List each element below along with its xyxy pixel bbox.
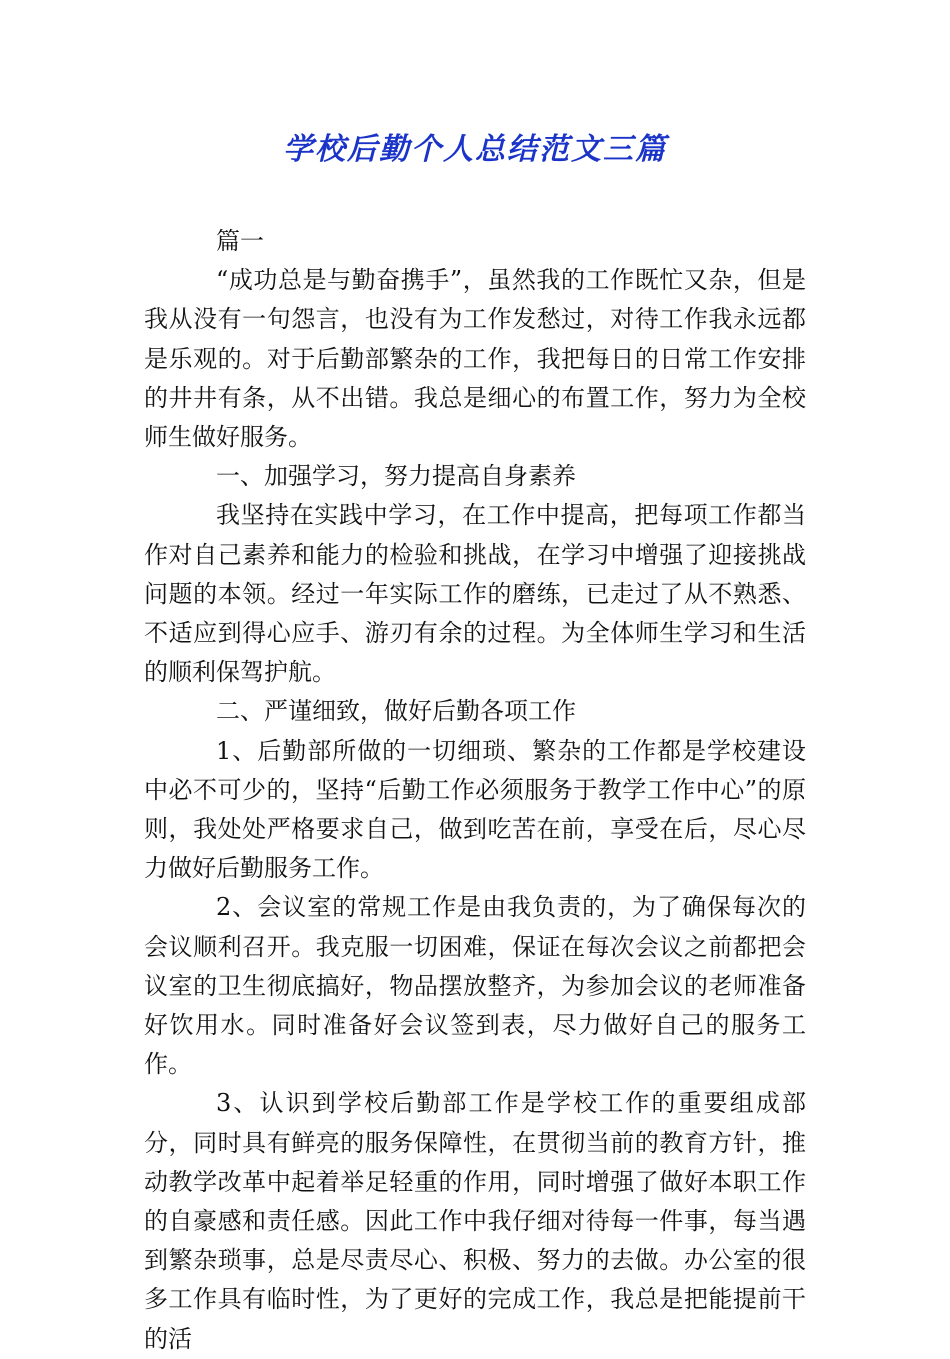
section-heading-study: 一、加强学习，努力提高自身素养	[216, 462, 576, 491]
section-heading-part-one: 篇一	[216, 227, 264, 255]
intro-paragraph: “成功总是与勤奋携手”，虽然我的工作既忙又杂，但是我从没有一句怨言，也没有为工作发愁过，对待工作我永远都是乐观的。对于后勤部繁杂的工作，我把每日的日常工作安排的井井有条，从不出错。我总是细心的布置工作，努力为全校师生做好服务。	[144, 266, 806, 452]
item-paragraph-1: 1、后勤部所做的一切细琐、繁杂的工作都是学校建设中必不可少的，坚持“后勤工作必须服务于教学工作中心”的原则，我处处严格要求自己，做到吃苦在前，享受在后，尽心尽力做好后勤服务工作。	[144, 736, 806, 883]
item-paragraph-2: 2、会议室的常规工作是由我负责的，为了确保每次的会议顺利召开。我克服一切困难，保证在每次会议之前都把会议室的卫生彻底搞好，物品摆放整齐，为参加会议的老师准备好饮用水。同时准备好会议签到表，尽力做好自己的服务工作。	[144, 893, 806, 1079]
section-heading-logistics: 二、严谨细致，做好后勤各项工作	[216, 697, 576, 726]
document-title: 学校后勤个人总结范文三篇	[283, 132, 667, 167]
document-body	[144, 222, 806, 1359]
study-paragraph: 我坚持在实践中学习，在工作中提高，把每项工作都当作对自己素养和能力的检验和挑战，在学习中增强了迎接挑战问题的本领。经过一年实际工作的磨练，已走过了从不熟悉、不适应到得心应手、游刃有余的过程。为全体师生学习和生活的顺利保驾护航。	[144, 501, 806, 687]
item-paragraph-3: 3、认识到学校后勤部工作是学校工作的重要组成部分，同时具有鲜亮的服务保障性，在贯彻当前的教育方针，推动教学改革中起着举足轻重的作用，同时增强了做好本职工作的自豪感和责任感。因此工作中我仔细对待每一件事，每当遇到繁杂琐事，总是尽责尽心、积极、努力的去做。办公室的很多工作具有临时性，为了更好的完成工作，我总是把能提前干的活	[144, 1089, 806, 1353]
